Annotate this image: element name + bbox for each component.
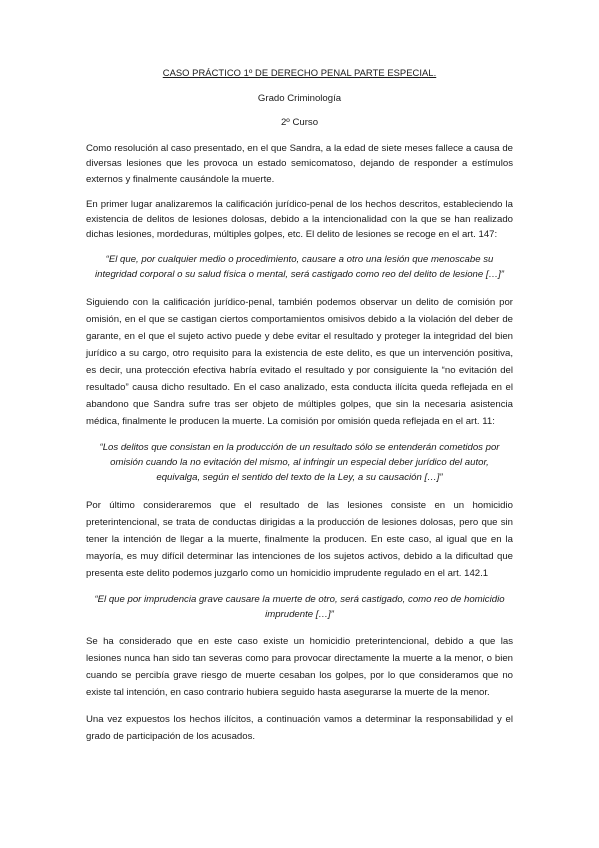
paragraph-conclusion: Una vez expuestos los hechos ilícitos, a continuación vamos a determinar la responsabilidad y el grado de participación de los acusados. xyxy=(86,714,513,743)
quote-art-142: “El que por imprudencia grave causare la muerte de otro, será castigado, como reo de homicidio imprudente […]” xyxy=(94,593,505,620)
paragraph-omision: Siguiendo con la calificación jurídico-penal, también podemos observar un delito de comisión por omisión, en el que se castigan ciertos comportamientos omisivos debido a la violación del deber de garante, en el que el sujeto activo puede y debe evitar el resultado y proteger la integridad del bien jurídico a su cargo, otro requisito para la existencia de este delito, es que un intervención positiva, es decir, una protección efectiva habría evitado el resultado y por consiguiente la “no evitación del resultado” causa dicho resultado. En el caso analizado, esta conducta ilícita queda reflejada en el abandono que Sandra sufre tras ser objeto de múltiples golpes, que sin la necesaria asistencia médica, finalmente le producen la muerte. La comisión por omisión queda reflejada en el art. 11: xyxy=(86,296,513,427)
degree-label: Grado Criminología xyxy=(257,92,342,104)
document-title: CASO PRÁCTICO 1º DE DERECHO PENAL PARTE ESPECIAL. xyxy=(162,67,437,78)
course-label: 2º Curso xyxy=(280,117,319,129)
paragraph-intro: Como resolución al caso presentado, en el que Sandra, a la edad de siete meses fallece a causa de diversas lesiones que les provoca un estado semicomatoso, dejando de responder a estímulos externos y finalmente causándole la muerte. xyxy=(86,143,513,185)
paragraph-preterintencional: Se ha considerado que en este caso existe un homicidio preterintencional, debido a que las lesiones nunca han sido tan severas como para provocar directamente la muerte a la menor, o bien cuando se percibía grave riesgo de muerte cesaban los golpes, por lo que consideramos que no existe tal intención, en caso contrario hubiera seguido hasta asegurarse la muerte de la menor. xyxy=(86,636,513,699)
paragraph-homicidio: Por último consideraremos que el resultado de las lesiones consiste en un homicidio preterintencional, se trata de conductas dirigidas a la producción de lesiones dolosas, pero que sin tener la intención de llegar a la muerte, finalmente la producen. En este caso, al igual que en la mayoría, es muy difícil determinar las intenciones de los sujetos activos, debido a la dificultad que presenta este delito podemos juzgarlo como un homicidio imprudente regulado en el art. 142.1 xyxy=(86,499,513,579)
quote-art-147: “El que, por cualquier medio o procedimiento, causare a otro una lesión que menoscabe su integridad corporal o su salud física o mental, será castigado como reo del delito de lesione […]” xyxy=(94,254,505,281)
quote-art-11: “Los delitos que consistan en la producción de un resultado sólo se entenderán cometidos por omisión cuando la no evitación del mismo, al infringir un especial deber jurídico del autor, equivalga, según el sentido del texto de la Ley, a su causación […]” xyxy=(99,442,500,484)
paragraph-lesiones: En primer lugar analizaremos la calificación jurídico-penal de los hechos descritos, estableciendo la existencia de delitos de lesiones dolosas, debido a la intencionalidad con la que se han realizado dichas lesiones, mordeduras, múltiples golpes, etc. El delito de lesiones se recoge en el art. 147: xyxy=(86,198,513,241)
